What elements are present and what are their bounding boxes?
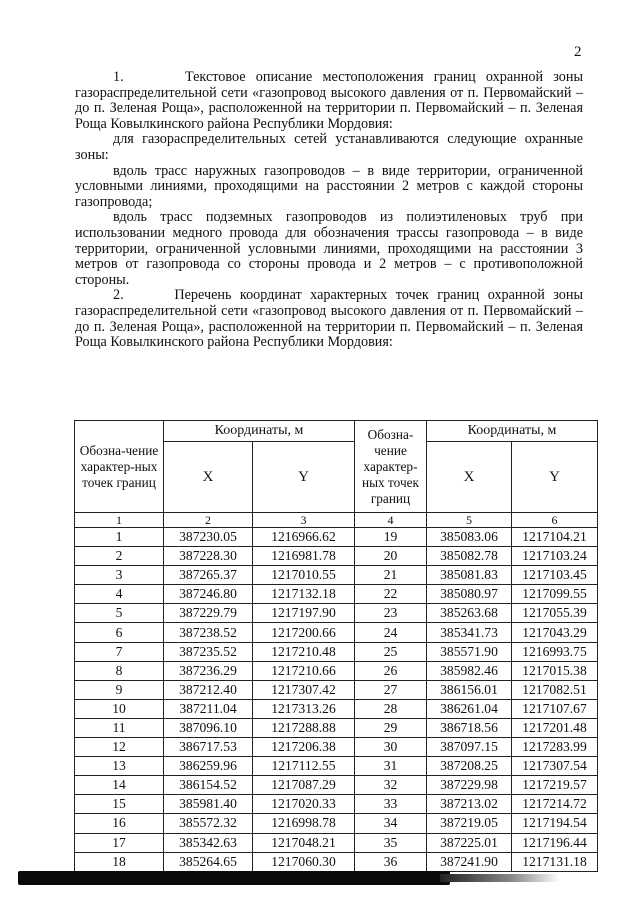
x-coordinate-cell: 385263.68: [427, 604, 512, 623]
column-number: 1: [75, 513, 164, 528]
column-number: 4: [355, 513, 427, 528]
y-coordinate-cell: 1217219.57: [512, 776, 598, 795]
x-coordinate-cell: 387238.52: [164, 623, 253, 642]
y-coordinate-cell: 1217132.18: [253, 585, 355, 604]
y-coordinate-cell: 1216998.78: [253, 814, 355, 833]
point-number-cell: 29: [355, 718, 427, 737]
point-number-cell: 1: [75, 528, 164, 547]
point-number-cell: 22: [355, 585, 427, 604]
x-coordinate-cell: 387235.52: [164, 642, 253, 661]
point-number-cell: 13: [75, 757, 164, 776]
table-row: [75, 718, 598, 737]
paragraph: вдоль трасс подземных газопроводов из полиэтиленовых труб при использовании медного провода для обозначения трассы газопровода – в виде территории, ограниченной условными линиями, проходящими на расстоянии 3 метров от газопровода со стороны провода и 2 метров – с противоположной стороны.: [75, 209, 583, 288]
point-number-cell: 36: [355, 852, 427, 871]
x-coordinate-cell: 387236.29: [164, 661, 253, 680]
x-coordinate-cell: 386718.56: [427, 718, 512, 737]
header-coords-left: Координаты, м: [164, 421, 355, 442]
point-number-cell: 3: [75, 566, 164, 585]
paragraph: 1. Текстовое описание местоположения границ охранной зоны газораспределительной сети «газопровод высокого давления от п. Первомайский – до п. Зеленая Роща», расположенной на территории п. Первомайский – п. Зеленая Роща Ковылкинского района Республики Мордовия:: [75, 69, 583, 132]
point-number-cell: 20: [355, 547, 427, 566]
point-number-cell: 35: [355, 833, 427, 852]
x-coordinate-cell: 387230.05: [164, 528, 253, 547]
x-coordinate-cell: 387219.05: [427, 814, 512, 833]
y-coordinate-cell: 1217307.54: [512, 757, 598, 776]
y-coordinate-cell: 1217196.44: [512, 833, 598, 852]
x-coordinate-cell: 387241.90: [427, 852, 512, 871]
header-point-label-left: Обозна-чение характер-ных точек границ: [75, 421, 164, 513]
point-number-cell: 17: [75, 833, 164, 852]
table-row: [75, 566, 598, 585]
y-coordinate-cell: 1216966.62: [253, 528, 355, 547]
column-number: 2: [164, 513, 253, 528]
table-row: [75, 528, 598, 547]
x-coordinate-cell: 385571.90: [427, 642, 512, 661]
table-row: [75, 852, 598, 871]
x-coordinate-cell: 385264.65: [164, 852, 253, 871]
point-number-cell: 27: [355, 680, 427, 699]
table-row: [75, 699, 598, 718]
y-coordinate-cell: 1217131.18: [512, 852, 598, 871]
y-coordinate-cell: 1217015.38: [512, 661, 598, 680]
point-number-cell: 26: [355, 661, 427, 680]
page-number: 2: [574, 44, 582, 60]
point-number-cell: 33: [355, 795, 427, 814]
x-coordinate-cell: 387213.02: [427, 795, 512, 814]
point-number-cell: 25: [355, 642, 427, 661]
point-number-cell: 28: [355, 699, 427, 718]
point-number-cell: 18: [75, 852, 164, 871]
table-row: [75, 738, 598, 757]
point-number-cell: 11: [75, 718, 164, 737]
point-number-cell: 21: [355, 566, 427, 585]
column-number-row: [75, 513, 598, 528]
point-number-cell: 31: [355, 757, 427, 776]
column-number: 5: [427, 513, 512, 528]
y-coordinate-cell: 1217200.66: [253, 623, 355, 642]
y-coordinate-cell: 1217214.72: [512, 795, 598, 814]
x-coordinate-cell: 385081.83: [427, 566, 512, 585]
x-coordinate-cell: 387265.37: [164, 566, 253, 585]
point-number-cell: 9: [75, 680, 164, 699]
table-row: [75, 642, 598, 661]
header-coords-right: Координаты, м: [427, 421, 598, 442]
table-row: [75, 623, 598, 642]
point-number-cell: 10: [75, 699, 164, 718]
x-coordinate-cell: 386259.96: [164, 757, 253, 776]
x-coordinate-cell: 387229.98: [427, 776, 512, 795]
y-coordinate-cell: 1216993.75: [512, 642, 598, 661]
table-row: [75, 757, 598, 776]
table-row: [75, 661, 598, 680]
x-coordinate-cell: 387208.25: [427, 757, 512, 776]
x-coordinate-cell: 386261.04: [427, 699, 512, 718]
y-coordinate-cell: 1217201.48: [512, 718, 598, 737]
y-coordinate-cell: 1217020.33: [253, 795, 355, 814]
x-coordinate-cell: 385342.63: [164, 833, 253, 852]
y-coordinate-cell: 1217055.39: [512, 604, 598, 623]
x-coordinate-cell: 385083.06: [427, 528, 512, 547]
y-coordinate-cell: 1217206.38: [253, 738, 355, 757]
y-coordinate-cell: 1217103.24: [512, 547, 598, 566]
column-number: 3: [253, 513, 355, 528]
y-coordinate-cell: 1217099.55: [512, 585, 598, 604]
header-x-left: X: [164, 442, 253, 513]
y-coordinate-cell: 1217043.29: [512, 623, 598, 642]
point-number-cell: 8: [75, 661, 164, 680]
x-coordinate-cell: 386717.53: [164, 738, 253, 757]
point-number-cell: 24: [355, 623, 427, 642]
table-row: [75, 814, 598, 833]
table-row: [75, 776, 598, 795]
x-coordinate-cell: 387097.15: [427, 738, 512, 757]
x-coordinate-cell: 386156.01: [427, 680, 512, 699]
point-number-cell: 7: [75, 642, 164, 661]
table-row: [75, 547, 598, 566]
table-row: [75, 680, 598, 699]
point-number-cell: 16: [75, 814, 164, 833]
x-coordinate-cell: 385572.32: [164, 814, 253, 833]
x-coordinate-cell: 385341.73: [427, 623, 512, 642]
x-coordinate-cell: 387246.80: [164, 585, 253, 604]
coordinates-table: [74, 420, 598, 872]
coordinates-table-body: [75, 528, 598, 872]
header-y-right: Y: [512, 442, 598, 513]
x-coordinate-cell: 387228.30: [164, 547, 253, 566]
x-coordinate-cell: 387229.79: [164, 604, 253, 623]
header-y-left: Y: [253, 442, 355, 513]
table-row: [75, 795, 598, 814]
header-point-label-right: Обозна-чение характер-ных точек границ: [355, 421, 427, 513]
y-coordinate-cell: 1217194.54: [512, 814, 598, 833]
point-number-cell: 6: [75, 623, 164, 642]
x-coordinate-cell: 387096.10: [164, 718, 253, 737]
x-coordinate-cell: 385080.97: [427, 585, 512, 604]
point-number-cell: 30: [355, 738, 427, 757]
x-coordinate-cell: 385981.40: [164, 795, 253, 814]
y-coordinate-cell: 1217112.55: [253, 757, 355, 776]
x-coordinate-cell: 386154.52: [164, 776, 253, 795]
point-number-cell: 5: [75, 604, 164, 623]
y-coordinate-cell: 1217107.67: [512, 699, 598, 718]
x-coordinate-cell: 387225.01: [427, 833, 512, 852]
y-coordinate-cell: 1217103.45: [512, 566, 598, 585]
point-number-cell: 32: [355, 776, 427, 795]
paragraph: 2. Перечень координат характерных точек границ охранной зоны газораспределительной сети «газопровод высокого давления от п. Первомайский – до п. Зеленая Роща», расположенной на территории п. Первомайский – п. Зеленая Роща Ковылкинского района Республики Мордовия:: [75, 287, 583, 351]
x-coordinate-cell: 385982.46: [427, 661, 512, 680]
y-coordinate-cell: 1217048.21: [253, 833, 355, 852]
y-coordinate-cell: 1217210.48: [253, 642, 355, 661]
y-coordinate-cell: 1216981.78: [253, 547, 355, 566]
point-number-cell: 15: [75, 795, 164, 814]
y-coordinate-cell: 1217313.26: [253, 699, 355, 718]
point-number-cell: 23: [355, 604, 427, 623]
x-coordinate-cell: 387212.40: [164, 680, 253, 699]
y-coordinate-cell: 1217082.51: [512, 680, 598, 699]
y-coordinate-cell: 1217010.55: [253, 566, 355, 585]
paragraph: вдоль трасс наружных газопроводов – в виде территории, ограниченной условными линиями, проходящими на расстоянии 2 метров с каждой стороны газопровода;: [75, 162, 583, 210]
body-text: [75, 70, 583, 351]
point-number-cell: 2: [75, 547, 164, 566]
table-row: [75, 833, 598, 852]
point-number-cell: 12: [75, 738, 164, 757]
point-number-cell: 14: [75, 776, 164, 795]
point-number-cell: 19: [355, 528, 427, 547]
x-coordinate-cell: 387211.04: [164, 699, 253, 718]
scan-edge-mark: [18, 871, 450, 885]
paragraph: для газораспределительных сетей устанавливаются следующие охранные зоны:: [75, 131, 583, 163]
table-row: [75, 585, 598, 604]
point-number-cell: 34: [355, 814, 427, 833]
y-coordinate-cell: 1217060.30: [253, 852, 355, 871]
y-coordinate-cell: 1217197.90: [253, 604, 355, 623]
y-coordinate-cell: 1217210.66: [253, 661, 355, 680]
table-row: [75, 604, 598, 623]
y-coordinate-cell: 1217283.99: [512, 738, 598, 757]
y-coordinate-cell: 1217288.88: [253, 718, 355, 737]
y-coordinate-cell: 1217087.29: [253, 776, 355, 795]
scan-edge-mark-tail: [440, 874, 560, 882]
y-coordinate-cell: 1217307.42: [253, 680, 355, 699]
point-number-cell: 4: [75, 585, 164, 604]
y-coordinate-cell: 1217104.21: [512, 528, 598, 547]
header-x-right: X: [427, 442, 512, 513]
x-coordinate-cell: 385082.78: [427, 547, 512, 566]
column-number: 6: [512, 513, 598, 528]
